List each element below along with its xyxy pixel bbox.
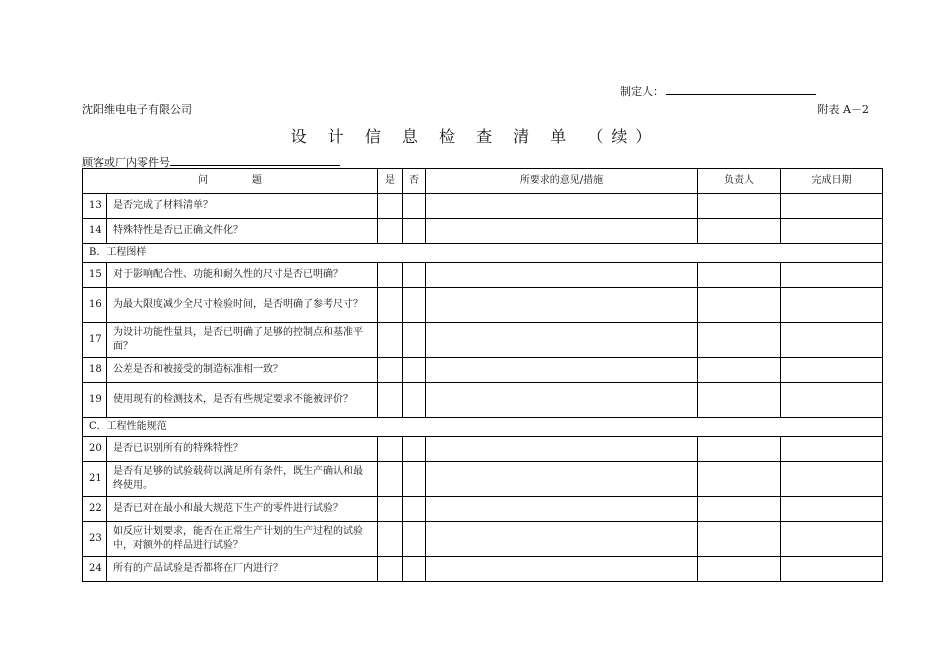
cell-date[interactable] xyxy=(781,194,883,219)
row-number: 22 xyxy=(83,497,107,522)
cell-no[interactable] xyxy=(403,263,426,288)
cell-no[interactable] xyxy=(403,383,426,418)
table-row xyxy=(83,288,883,323)
cell-yes[interactable] xyxy=(378,194,403,219)
column-header-owner: 负责人 xyxy=(698,169,781,194)
cell-date[interactable] xyxy=(781,288,883,323)
table-row xyxy=(83,522,883,557)
cell-yes[interactable] xyxy=(378,462,403,497)
cell-yes[interactable] xyxy=(378,263,403,288)
cell-date[interactable] xyxy=(781,557,883,582)
row-question: 为最大限度减少全尺寸检验时间，是否明确了参考尺寸？ xyxy=(107,288,378,323)
cell-yes[interactable] xyxy=(378,323,403,358)
cell-owner[interactable] xyxy=(698,462,781,497)
cell-opinion[interactable] xyxy=(426,557,698,582)
cell-owner[interactable] xyxy=(698,383,781,418)
cell-opinion[interactable] xyxy=(426,323,698,358)
row-question: 公差是否和被接受的制造标准相一致？ xyxy=(107,358,378,383)
cell-owner[interactable] xyxy=(698,288,781,323)
cell-date[interactable] xyxy=(781,383,883,418)
cell-owner[interactable] xyxy=(698,358,781,383)
cell-yes[interactable] xyxy=(378,383,403,418)
row-number: 21 xyxy=(83,462,107,497)
cell-opinion[interactable] xyxy=(426,383,698,418)
table-row xyxy=(83,263,883,288)
section-heading: C．工程性能规范 xyxy=(83,418,883,437)
table-row xyxy=(83,323,883,358)
cell-owner[interactable] xyxy=(698,497,781,522)
cell-date[interactable] xyxy=(781,358,883,383)
cell-date[interactable] xyxy=(781,219,883,244)
row-question: 使用现有的检测技术，是否有些规定要求不能被评价？ xyxy=(107,383,378,418)
cell-owner[interactable] xyxy=(698,522,781,557)
cell-opinion[interactable] xyxy=(426,219,698,244)
cell-no[interactable] xyxy=(403,194,426,219)
column-header-opinion: 所要求的意见/措施 xyxy=(426,169,698,194)
table-row xyxy=(83,437,883,462)
cell-owner[interactable] xyxy=(698,323,781,358)
cell-opinion[interactable] xyxy=(426,497,698,522)
cell-date[interactable] xyxy=(781,437,883,462)
column-header-date: 完成日期 xyxy=(781,169,883,194)
cell-no[interactable] xyxy=(403,358,426,383)
row-question: 是否已识别所有的特殊特性？ xyxy=(107,437,378,462)
row-number: 20 xyxy=(83,437,107,462)
cell-date[interactable] xyxy=(781,263,883,288)
row-question: 所有的产品试验是否都将在厂内进行？ xyxy=(107,557,378,582)
row-number: 23 xyxy=(83,522,107,557)
cell-owner[interactable] xyxy=(698,194,781,219)
cell-date[interactable] xyxy=(781,462,883,497)
cell-no[interactable] xyxy=(403,497,426,522)
row-question: 是否已对在最小和最大规范下生产的零件进行试验？ xyxy=(107,497,378,522)
section-heading: B．工程图样 xyxy=(83,244,883,263)
cell-owner[interactable] xyxy=(698,437,781,462)
row-question: 为设计功能性量具，是否已明确了足够的控制点和基准平面？ xyxy=(107,323,378,358)
table-row xyxy=(83,219,883,244)
cell-opinion[interactable] xyxy=(426,437,698,462)
preparer-label: 制定人： xyxy=(620,85,664,98)
section-row xyxy=(83,244,883,263)
cell-date[interactable] xyxy=(781,522,883,557)
cell-no[interactable] xyxy=(403,323,426,358)
cell-opinion[interactable] xyxy=(426,358,698,383)
cell-opinion[interactable] xyxy=(426,263,698,288)
cell-yes[interactable] xyxy=(378,219,403,244)
cell-opinion[interactable] xyxy=(426,288,698,323)
cell-owner[interactable] xyxy=(698,219,781,244)
table-row xyxy=(83,557,883,582)
cell-yes[interactable] xyxy=(378,288,403,323)
cell-no[interactable] xyxy=(403,437,426,462)
table-row xyxy=(83,358,883,383)
row-question: 是否完成了材料清单？ xyxy=(107,194,378,219)
cell-no[interactable] xyxy=(403,288,426,323)
row-question: 对于影响配合性、功能和耐久性的尺寸是否已明确？ xyxy=(107,263,378,288)
cell-yes[interactable] xyxy=(378,522,403,557)
cell-yes[interactable] xyxy=(378,497,403,522)
row-question: 是否有足够的试验载荷以满足所有条件，既生产确认和最终使用。 xyxy=(107,462,378,497)
row-number: 24 xyxy=(83,557,107,582)
row-number: 16 xyxy=(83,288,107,323)
row-number: 15 xyxy=(83,263,107,288)
cell-owner[interactable] xyxy=(698,263,781,288)
cell-yes[interactable] xyxy=(378,358,403,383)
table-header-row xyxy=(83,169,883,194)
checklist-table xyxy=(82,168,883,582)
cell-no[interactable] xyxy=(403,557,426,582)
cell-no[interactable] xyxy=(403,462,426,497)
row-number: 17 xyxy=(83,323,107,358)
cell-date[interactable] xyxy=(781,497,883,522)
part-number-line[interactable] xyxy=(170,155,340,166)
cell-opinion[interactable] xyxy=(426,522,698,557)
cell-yes[interactable] xyxy=(378,437,403,462)
row-number: 18 xyxy=(83,358,107,383)
row-number: 19 xyxy=(83,383,107,418)
page-title: 设 计 信 息 检 查 清 单 （续） xyxy=(290,127,660,146)
attachment-label: 附表 A－2 xyxy=(817,103,869,116)
row-number: 14 xyxy=(83,219,107,244)
column-header-yes: 是 xyxy=(378,169,403,194)
column-header-no: 否 xyxy=(403,169,426,194)
cell-owner[interactable] xyxy=(698,557,781,582)
company-name: 沈阳维电电子有限公司 xyxy=(82,103,192,116)
cell-no[interactable] xyxy=(403,522,426,557)
cell-opinion[interactable] xyxy=(426,462,698,497)
table-row xyxy=(83,497,883,522)
preparer-signature-line[interactable] xyxy=(666,84,816,95)
row-question: 特殊特性是否已正确文件化？ xyxy=(107,219,378,244)
column-header-question: 问 题 xyxy=(83,169,378,194)
row-question: 如反应计划要求，能否在正常生产计划的生产过程的试验中，对额外的样品进行试验？ xyxy=(107,522,378,557)
part-number-label: 顾客或厂内零件号 xyxy=(82,156,170,169)
cell-opinion[interactable] xyxy=(426,194,698,219)
cell-date[interactable] xyxy=(781,323,883,358)
row-number: 13 xyxy=(83,194,107,219)
cell-no[interactable] xyxy=(403,219,426,244)
table-row xyxy=(83,194,883,219)
table-row xyxy=(83,383,883,418)
table-row xyxy=(83,462,883,497)
section-row xyxy=(83,418,883,437)
cell-yes[interactable] xyxy=(378,557,403,582)
preparer-field xyxy=(620,83,816,99)
